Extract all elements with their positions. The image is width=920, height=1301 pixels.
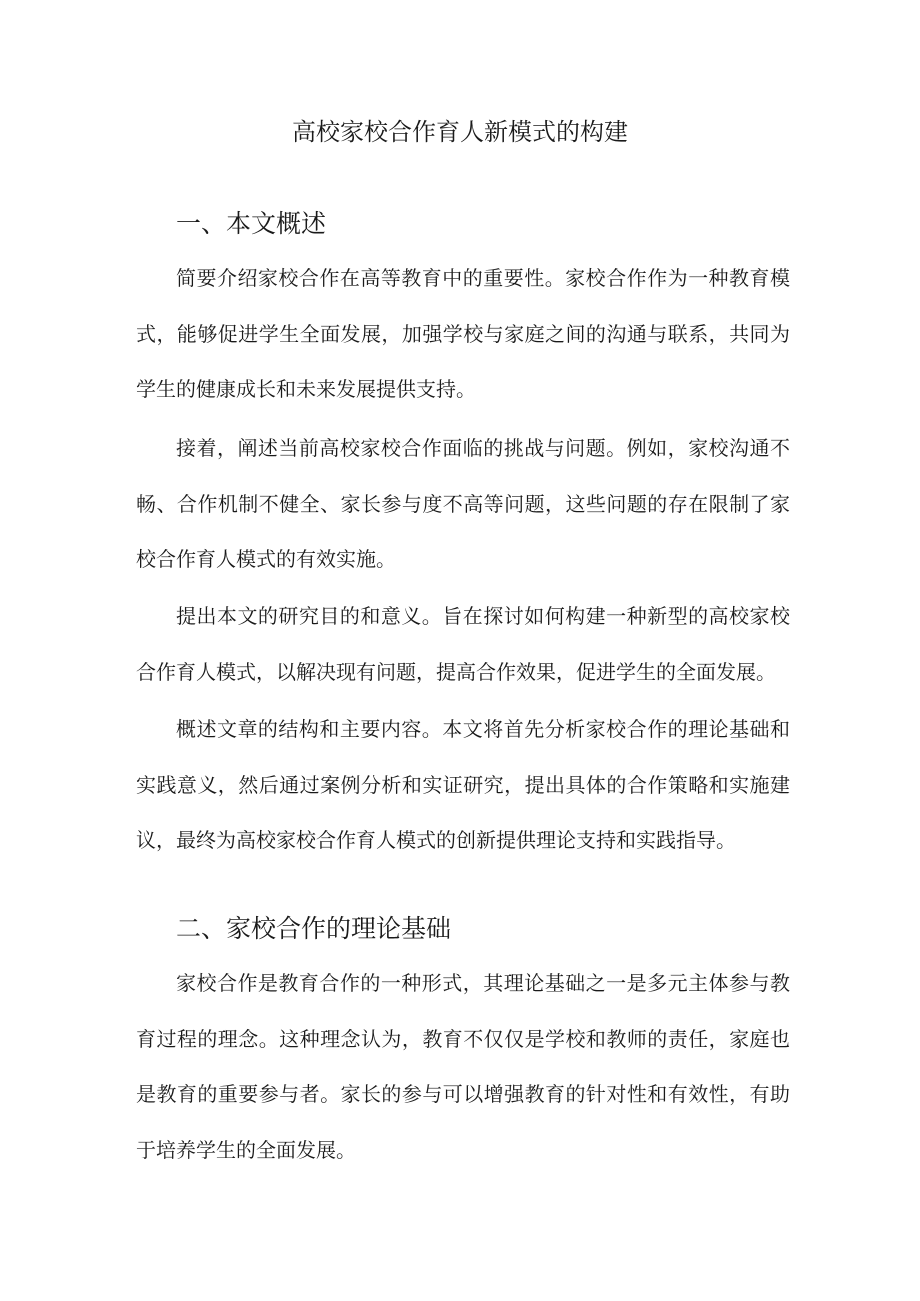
- section-heading-theory: 二、家校合作的理论基础: [176, 914, 452, 943]
- paragraph: 概述文章的结构和主要内容。本文将首先分析家校合作的理论基础和实践意义，然后通过案例分析和实证研究，提出具体的合作策略和实施建议，最终为高校家校合作育人模式的创新提供理论支持和实践指导。: [136, 717, 790, 852]
- section-heading-overview: 一、本文概述: [176, 209, 327, 238]
- paragraph: 接着，阐述当前高校家校合作面临的挑战与问题。例如，家校沟通不畅、合作机制不健全、家长参与度不高等问题，这些问题的存在限制了家校合作育人模式的有效实施。: [136, 436, 790, 571]
- paragraph: 家校合作是教育合作的一种形式，其理论基础之一是多元主体参与教育过程的理念。这种理念认为，教育不仅仅是学校和教师的责任，家庭也是教育的重要参与者。家长的参与可以增强教育的针对性和有效性，有助于培养学生的全面发展。: [136, 971, 790, 1162]
- paragraph: 简要介绍家校合作在高等教育中的重要性。家校合作作为一种教育模式，能够促进学生全面发展，加强学校与家庭之间的沟通与联系，共同为学生的健康成长和未来发展提供支持。: [136, 266, 790, 401]
- paragraph: 提出本文的研究目的和意义。旨在探讨如何构建一种新型的高校家校合作育人模式，以解决现有问题，提高合作效果，促进学生的全面发展。: [136, 604, 790, 684]
- document-title: 高校家校合作育人新模式的构建: [292, 118, 628, 146]
